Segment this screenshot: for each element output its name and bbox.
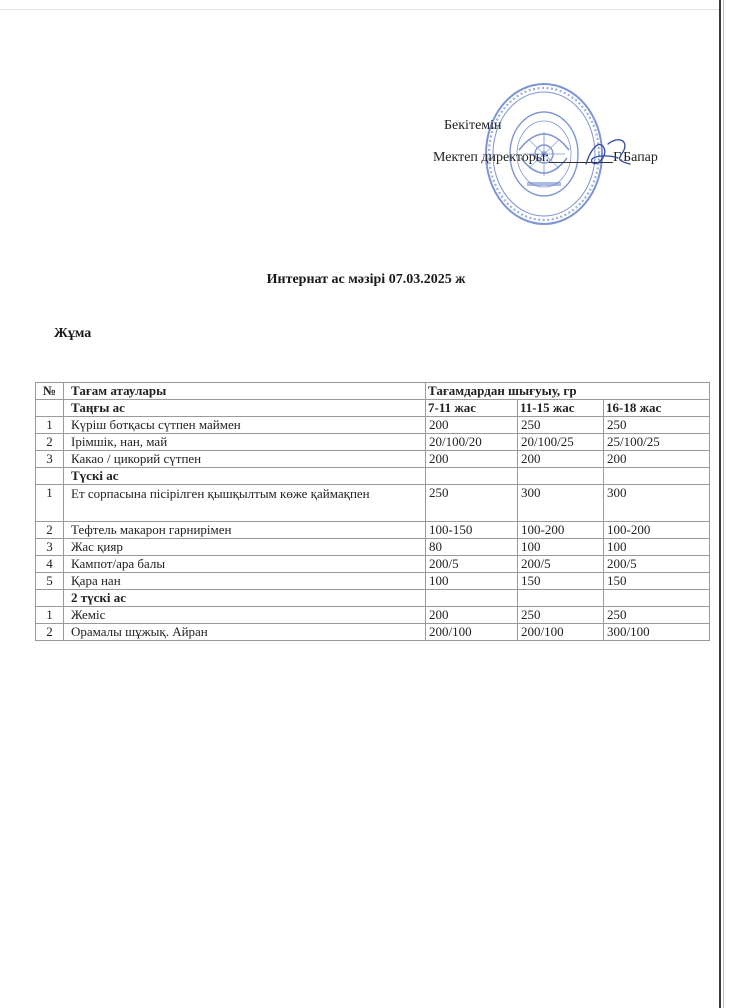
row-number: 3 (36, 539, 64, 556)
portion-value: 150 (518, 573, 604, 590)
document-title: Интернат ас мәзірі 07.03.2025 ж (266, 272, 466, 287)
scan-edge-right-inner (723, 0, 724, 1008)
dish-name: Ірімшік, нан, май (64, 434, 426, 451)
table-row (36, 522, 710, 539)
row-number: 1 (36, 485, 64, 522)
portion-value: 200 (426, 451, 518, 468)
dish-name: Жас қияр (64, 539, 426, 556)
portion-value: 100 (604, 539, 710, 556)
director-label: Мектеп директоры: (433, 150, 550, 165)
portion-value: 20/100/20 (426, 434, 518, 451)
portion-value: 250 (604, 607, 710, 624)
row-number: 4 (36, 556, 64, 573)
section-title: 2 түскі ас (64, 590, 426, 607)
row-number: 1 (36, 607, 64, 624)
row-number: 2 (36, 434, 64, 451)
table-row (36, 556, 710, 573)
section-title: Түскі ас (64, 468, 426, 485)
handwritten-signature (578, 134, 638, 174)
weekday-label: Жұма (54, 326, 92, 341)
table-cell (518, 590, 604, 607)
portion-value: 100-200 (604, 522, 710, 539)
portion-value: 300 (518, 485, 604, 522)
table-cell (36, 468, 64, 485)
portion-value: 100-200 (518, 522, 604, 539)
row-number: 1 (36, 417, 64, 434)
portion-value: 300 (604, 485, 710, 522)
dish-name: Кампот/ара балы (64, 556, 426, 573)
dish-name: Тефтель макарон гарнирімен (64, 522, 426, 539)
portion-value: 250 (604, 417, 710, 434)
portion-value: 80 (426, 539, 518, 556)
portion-value: 200 (604, 451, 710, 468)
header-dish-names: Тағам атаулары (64, 383, 426, 400)
table-header-row (36, 383, 710, 400)
table-row (36, 607, 710, 624)
header-num: № (36, 383, 64, 400)
table-row (36, 539, 710, 556)
table-row (36, 573, 710, 590)
dish-name: Жеміс (64, 607, 426, 624)
table-cell (426, 590, 518, 607)
table-row (36, 624, 710, 641)
row-number: 2 (36, 522, 64, 539)
row-number: 5 (36, 573, 64, 590)
menu-table (35, 382, 710, 641)
dish-name: Орамалы шұжық. Айран (64, 624, 426, 641)
header-output: Тағамдардан шығуыу, гр (426, 383, 710, 400)
portion-value: 100 (426, 573, 518, 590)
table-cell (604, 590, 710, 607)
age-group-header: 11-15 жас (518, 400, 604, 417)
dish-name: Ет сорпасына пісірілген қышқылтым көже қаймақпен (64, 485, 426, 522)
portion-value: 150 (604, 573, 710, 590)
age-group-header: 7-11 жас (426, 400, 518, 417)
portion-value: 200 (426, 417, 518, 434)
portion-value: 200/100 (426, 624, 518, 641)
scan-edge-top (0, 9, 720, 10)
row-number: 2 (36, 624, 64, 641)
section-row-lunch (36, 468, 710, 485)
table-cell (604, 468, 710, 485)
portion-value: 200/5 (604, 556, 710, 573)
section-row-breakfast (36, 400, 710, 417)
dish-name: Какао / цикорий сүтпен (64, 451, 426, 468)
table-row (36, 485, 710, 522)
portion-value: 200 (426, 607, 518, 624)
row-number: 3 (36, 451, 64, 468)
section-row-second-lunch (36, 590, 710, 607)
portion-value: 20/100/25 (518, 434, 604, 451)
portion-value: 250 (518, 607, 604, 624)
portion-value: 300/100 (604, 624, 710, 641)
approval-label: Бекітемін (444, 118, 502, 133)
portion-value: 25/100/25 (604, 434, 710, 451)
table-row (36, 451, 710, 468)
dish-name: Күріш ботқасы сүтпен маймен (64, 417, 426, 434)
dish-name: Қара нан (64, 573, 426, 590)
portion-value: 200/5 (426, 556, 518, 573)
portion-value: 200/100 (518, 624, 604, 641)
table-row (36, 434, 710, 451)
table-row (36, 417, 710, 434)
age-group-header: 16-18 жас (604, 400, 710, 417)
portion-value: 100 (518, 539, 604, 556)
portion-value: 250 (518, 417, 604, 434)
scan-edge-right (719, 0, 721, 1008)
section-title: Таңғы ас (64, 400, 426, 417)
portion-value: 200/5 (518, 556, 604, 573)
portion-value: 100-150 (426, 522, 518, 539)
table-cell (518, 468, 604, 485)
table-cell (426, 468, 518, 485)
portion-value: 250 (426, 485, 518, 522)
table-cell (36, 400, 64, 417)
table-cell (36, 590, 64, 607)
director-name: Г.Бапар (613, 150, 658, 165)
portion-value: 200 (518, 451, 604, 468)
